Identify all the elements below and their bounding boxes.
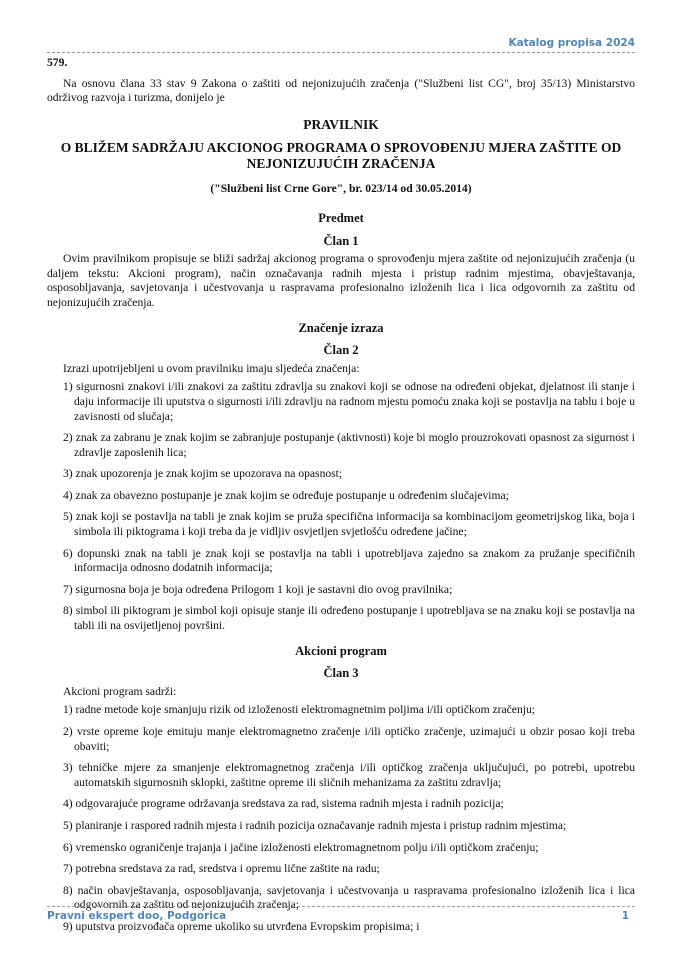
- list-item: 8) način obavještavanja, osposobljavanja, savjetovanja i učestvovanja u raspravama profesionalno izloženih lica i lica odgovornih za zaštitu od nejonizujućih zračenja;: [63, 883, 635, 912]
- list-item: 2) znak za zabranu je znak kojim se zabranjuje postupanje (aktivnosti) koje bi moglo prouzrokovati opasnost za sigurnost i zdravlje zaposlenih lica;: [63, 431, 635, 459]
- list-item: 6) vremensko ograničenje trajanja i jačine izloženosti elektromagnetnom polju i/ili optičkom zračenju;: [63, 840, 539, 854]
- gazette-reference: ("Službeni list Crne Gore", br. 023/14 od 30.05.2014): [210, 182, 472, 196]
- list-item: 7) potrebna sredstava za rad, sredstva i opremu lične zaštite na radu;: [63, 862, 380, 876]
- list-item: 8) simbol ili piktogram je simbol koji opisuje stanje ili određeno postupanje i upotrebljava se na znaku koji se postavlja na tabli ili na osvijetljenoj površini.: [63, 604, 635, 633]
- header-title: Katalog propisa 2024: [508, 37, 635, 49]
- page-number: 1: [621, 910, 629, 922]
- section: [47, 211, 635, 311]
- section-heading: Značenje izraza: [298, 320, 384, 335]
- list-item: 9) uputstva proizvođača opreme ukoliko su utvrđena Evropskim propisima; i: [63, 919, 420, 933]
- list-item: 6) dopunski znak na tabli je znak koji se postavlja na tabli i upotrebljava zajedno sa znakom za pružanje specifičnih informacija odnosno dodatnih informacija;: [63, 546, 635, 575]
- article-text: Izrazi upotrijebljeni u ovom pravilniku imaju sljedeća značenja:: [63, 361, 360, 375]
- list-item: 4) odgovarajuće programe održavanja sredstava za rad, sistema radnih mjesta i radnih pozicija;: [63, 797, 504, 811]
- section: [47, 644, 635, 935]
- article-list: [47, 380, 635, 633]
- article-heading: Član 2: [323, 343, 359, 358]
- list-item: 5) planiranje i raspored radnih mjesta i radnih pozicija označavanje radnih mjesta i pristup radnim mjestima;: [63, 818, 567, 832]
- page-footer: [47, 906, 635, 922]
- page-header: [47, 30, 635, 53]
- sections: [47, 211, 635, 935]
- list-item: 4) znak za obavezno postupanje je znak kojim se određuje postupanje u određenim slučajevima;: [63, 488, 509, 502]
- article-text: Akcioni program sadrži:: [63, 684, 177, 698]
- document-title: PRAVILNIK: [303, 116, 379, 132]
- list-item: 1) sigurnosni znakovi i/ili znakovi za zaštitu zdravlja su znakovi koji se odnose na određeni objekat, djelatnost ili stanje i daju informacije ili uputstva o sigurnosti i/ili zdravlju na radnom mjestu pomoću znaka koji se postavlja na tablu i boje u zavisnosti od slučaja;: [63, 380, 635, 423]
- section-heading: Predmet: [318, 210, 364, 225]
- footer-publisher: Pravni ekspert doo, Podgorica: [47, 910, 227, 922]
- intro-paragraph: Na osnovu člana 33 stav 9 Zakona o zaštiti od nejonizujućih zračenja ("Službeni list CG", broj 35/13) Ministarstvo održivog razvoja i turizma, donijelo je: [47, 76, 635, 105]
- section-heading: Akcioni program: [295, 643, 387, 658]
- article-list: [47, 703, 635, 934]
- list-item: 3) tehničke mjere za smanjenje elektromagnetnog zračenja i/ili optičkog zračenja uključujući, po potrebi, upotrebu automatskih sigurnosnih sklopki, zaštitne opreme ili sličnih mehanizama za zaštitu zdravlja;: [63, 761, 635, 789]
- list-item: 1) radne metode koje smanjuju rizik od izloženosti elektromagnetnim poljima i/ili optičkom zračenju;: [63, 703, 535, 717]
- document-number: 579.: [47, 56, 68, 69]
- section: [47, 321, 635, 634]
- list-item: 3) znak upozorenja je znak kojim se upozorava na opasnost;: [63, 467, 343, 481]
- document-subtitle: O BLIŽEM SADRŽAJU AKCIONOG PROGRAMA O SPROVOĐENJU MJERA ZAŠTITE OD NEJONIZUJUĆIH ZRAČENJA: [60, 140, 622, 172]
- list-item: 5) znak koji se postavlja na tabli je znak kojim se pruža specifična informacija sa kombinacijom geometrijskog lika, boja i simbola ili piktograma i koji treba da je vidljiv osvjetljen svjetlošću određene jačine;: [63, 510, 635, 539]
- document-body: [47, 56, 635, 942]
- list-item: 7) sigurnosna boja je boja određena Prilogom 1 koji je sastavni dio ovog pravilnika;: [63, 582, 453, 596]
- article-heading: Član 1: [323, 233, 359, 248]
- article-text: Ovim pravilnikom propisuje se bliži sadržaj akcionog programa o sprovođenju mjera zaštite od nejonizujućih zračenja (u daljem tekstu: Akcioni program), način označavanja radnih mjesta i pristup radnim mjestima, obavještavanja, osposobljavanja, savjetovanja i učestvovanja u raspravama profesionalno izloženih lica i lica odgovornih za zaštitu od nejonizujućih zračenja.: [47, 252, 635, 309]
- list-item: 2) vrste opreme koje emituju manje elektromagnetno zračenje i/ili optičko zračenje, uzimajući u obzir posao koji treba obaviti;: [63, 725, 635, 753]
- article-heading: Član 3: [323, 666, 359, 681]
